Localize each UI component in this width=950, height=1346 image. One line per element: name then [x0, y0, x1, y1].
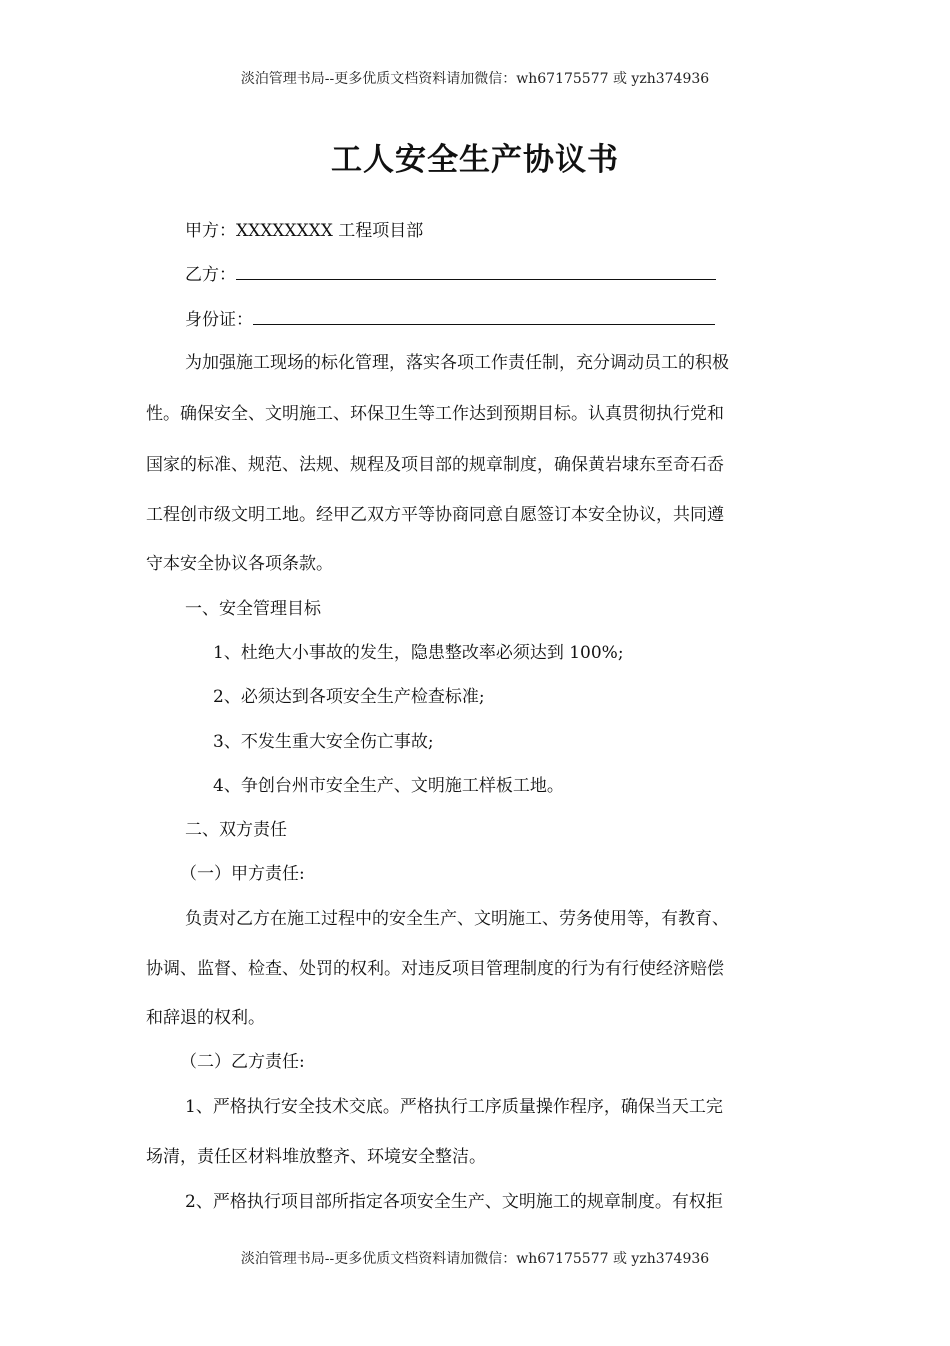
- party-a-resp-title: （一）甲方责任:: [180, 864, 305, 884]
- intro-line: 为加强施工现场的标化管理，落实各项工作责任制，充分调动员工的积极: [185, 353, 729, 373]
- party-b-resp-line: 2、严格执行项目部所指定各项安全生产、文明施工的规章制度。有权拒: [185, 1192, 723, 1212]
- party-b-line: [185, 260, 716, 285]
- intro-line: 性。确保安全、文明施工、环保卫生等工作达到预期目标。认真贯彻执行党和: [146, 404, 724, 424]
- party-b-blank: [236, 265, 716, 280]
- section1-item: 3、不发生重大安全伤亡事故;: [213, 732, 434, 752]
- party-a-line: 甲方：XXXXXXXX 工程项目部: [185, 221, 424, 241]
- page-footer: 淡泊管理书局--更多优质文档资料请加微信：wh67175577 或 yzh374936: [240, 1251, 710, 1267]
- section2-title: 二、双方责任: [185, 820, 287, 840]
- party-a-resp-line: 负责对乙方在施工过程中的安全生产、文明施工、劳务使用等，有教育、: [185, 909, 729, 929]
- party-b-resp-line: 1、严格执行安全技术交底。严格执行工序质量操作程序，确保当天工完: [185, 1097, 723, 1117]
- party-a-resp-line: 协调、监督、检查、处罚的权利。对违反项目管理制度的行为有行使经济赔偿: [146, 959, 724, 979]
- party-b-resp-line: 场清，责任区材料堆放整齐、环境安全整洁。: [146, 1147, 486, 1167]
- page-header: 淡泊管理书局--更多优质文档资料请加微信：wh67175577 或 yzh374936: [240, 71, 710, 87]
- intro-line: 守本安全协议各项条款。: [146, 554, 333, 574]
- document-title: 工人安全生产协议书: [331, 142, 619, 178]
- section1-item: 1、杜绝大小事故的发生，隐患整改率必须达到 100%;: [213, 643, 624, 663]
- party-b-label: 乙方：: [185, 265, 236, 285]
- intro-line: 工程创市级文明工地。经甲乙双方平等协商同意自愿签订本安全协议，共同遵: [146, 505, 724, 525]
- id-blank: [253, 310, 715, 325]
- party-a-resp-line: 和辞退的权利。: [146, 1008, 265, 1028]
- party-b-resp-title: （二）乙方责任:: [180, 1052, 305, 1072]
- section1-item: 2、必须达到各项安全生产检查标准;: [213, 687, 485, 707]
- section1-item: 4、争创台州市安全生产、文明施工样板工地。: [213, 776, 564, 796]
- section1-title: 一、安全管理目标: [185, 599, 321, 619]
- intro-line: 国家的标准、规范、法规、规程及项目部的规章制度，确保黄岩埭东至奇石岙: [146, 455, 724, 475]
- id-line: [185, 305, 715, 330]
- id-label: 身份证：: [185, 310, 253, 330]
